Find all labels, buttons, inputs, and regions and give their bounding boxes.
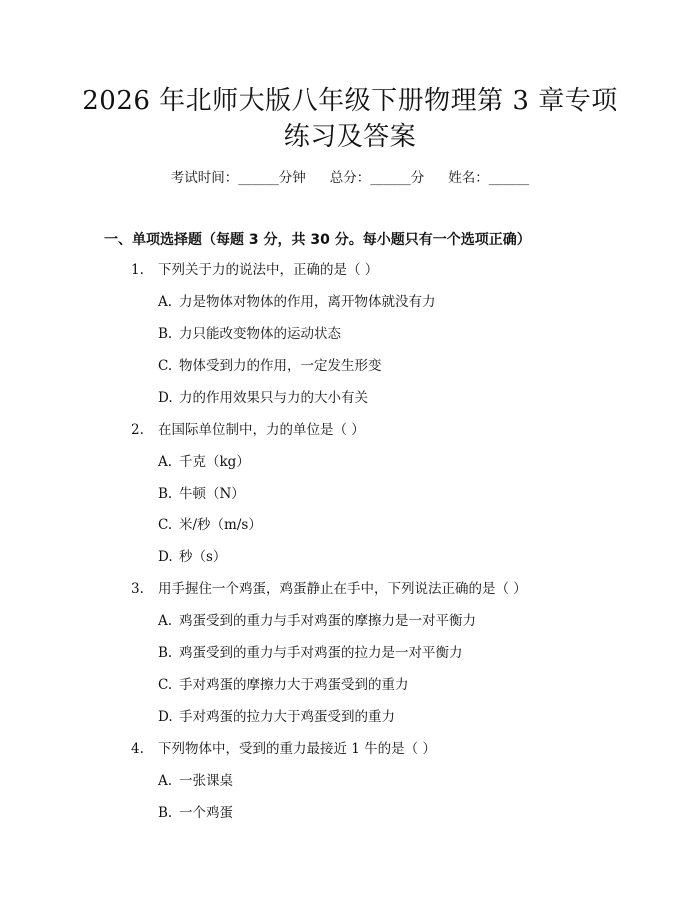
option-letter: C.	[158, 358, 173, 374]
student-name-field: 姓名：______	[448, 170, 530, 186]
question-3-option-b	[158, 643, 463, 663]
option-letter: B.	[158, 486, 173, 502]
section-heading: 一、单项选择题（每题 3 分，共 30 分。每小题只有一个选项正确）	[104, 232, 531, 248]
option-letter: A.	[158, 294, 173, 310]
option-text: 米/秒（m/s）	[179, 517, 262, 533]
question-3-option-a	[158, 611, 476, 631]
option-text: 力只能改变物体的运动状态	[179, 326, 341, 342]
option-letter: C.	[158, 517, 173, 533]
question-2-option-a	[158, 452, 250, 472]
question-2	[131, 420, 365, 440]
option-text: 一张课桌	[179, 773, 233, 789]
option-letter: B.	[158, 645, 173, 661]
question-3-option-c	[158, 675, 409, 695]
question-number: 4.	[131, 741, 144, 757]
question-2-option-b	[158, 484, 245, 504]
document-title-line-2: 练习及答案	[283, 122, 417, 152]
option-text: 一个鸡蛋	[179, 805, 233, 821]
option-text: 千克（kg）	[179, 454, 250, 470]
document-title-line-1: 2026 年北师大版八年级下册物理第 3 章专项	[82, 86, 618, 116]
option-text: 力是物体对物体的作用，离开物体就没有力	[179, 294, 436, 310]
question-1-option-a	[158, 292, 436, 312]
option-text: 秒（s）	[179, 549, 227, 565]
option-letter: A.	[158, 454, 173, 470]
question-3	[131, 579, 527, 599]
exam-time-field: 考试时间：______分钟	[170, 170, 306, 186]
exam-info-line	[0, 168, 700, 188]
option-text: 鸡蛋受到的重力与手对鸡蛋的摩擦力是一对平衡力	[179, 613, 476, 629]
option-text: 牛顿（N）	[179, 486, 245, 502]
option-text: 手对鸡蛋的拉力大于鸡蛋受到的重力	[179, 709, 395, 725]
question-text: 下列物体中，受到的重力最接近 1 牛的是（ ）	[158, 741, 436, 757]
question-text: 在国际单位制中，力的单位是（ ）	[158, 422, 365, 438]
total-score-field: 总分：______分	[329, 170, 425, 186]
question-text: 用手握住一个鸡蛋，鸡蛋静止在手中，下列说法正确的是（ ）	[158, 581, 527, 597]
option-text: 鸡蛋受到的重力与手对鸡蛋的拉力是一对平衡力	[179, 645, 463, 661]
question-1-option-b	[158, 324, 341, 344]
question-4-option-a	[158, 771, 233, 791]
option-letter: D.	[158, 549, 173, 565]
question-2-option-c	[158, 515, 262, 535]
option-letter: B.	[158, 805, 173, 821]
question-number: 1.	[131, 262, 144, 278]
option-letter: A.	[158, 613, 173, 629]
question-3-option-d	[158, 707, 395, 727]
question-number: 2.	[131, 422, 144, 438]
question-2-option-d	[158, 547, 226, 567]
question-4-option-b	[158, 803, 233, 823]
option-text: 手对鸡蛋的摩擦力大于鸡蛋受到的重力	[179, 677, 409, 693]
question-1	[131, 260, 378, 280]
option-letter: B.	[158, 326, 173, 342]
option-text: 力的作用效果只与力的大小有关	[179, 390, 368, 406]
option-letter: D.	[158, 709, 173, 725]
option-letter: C.	[158, 677, 173, 693]
option-letter: D.	[158, 390, 173, 406]
question-1-option-d	[158, 388, 368, 408]
option-text: 物体受到力的作用，一定发生形变	[179, 358, 382, 374]
option-letter: A.	[158, 773, 173, 789]
question-text: 下列关于力的说法中，正确的是（ ）	[158, 262, 379, 278]
question-number: 3.	[131, 581, 144, 597]
question-4	[131, 739, 436, 759]
question-1-option-c	[158, 356, 382, 376]
